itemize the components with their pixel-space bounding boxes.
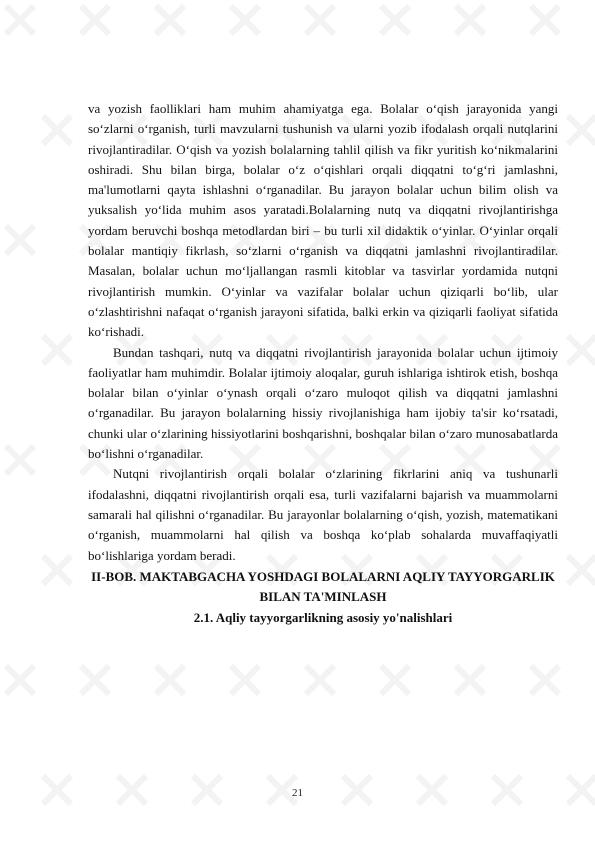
watermark-mark <box>456 666 484 694</box>
watermark-mark <box>156 6 184 34</box>
watermark-mark <box>6 6 34 34</box>
watermark-mark <box>381 666 409 694</box>
watermark-mark <box>568 116 595 144</box>
watermark-mark <box>43 556 71 584</box>
page-number: 21 <box>292 787 303 799</box>
body-paragraph-1: va yozish faolliklari ham muhim ahamiyatga ega. Bolalar o‘qish jarayonida yangi so‘zlarni o‘rganish, turli mavzularni tushunish va ularni yozib ifodalash orqali nutqlarini rivojlantiradilar. O‘qish va yozish bolalarning tahlil qilish va fikr yuritish ko‘nikmalarini oshiradi. Shu bilan birga, bolalar o‘z o‘qishlari orqali diqqatni to‘g‘ri jamlashni, ma'lumotlarni qayta ishlashni o‘rganadilar. Bu jarayon bolalar uchun bilim olish va yuksalish yo‘lida muhim asos yaratadi.Bolalarning nutq va diqqatni rivojlantirishga yordam beruvchi boshqa metodlardan biri – bu turli xil didaktik o‘yinlar. O‘yinlar orqali bolalar mantiqiy fikrlash, so‘zlarni o‘rganish va diqqatni jamlashni rivojlantiradilar. Masalan, bolalar uchun mo‘ljallangan rasmli kitoblar va tasvirlar yordamida nutqni rivojlantirish mumkin. O‘yinlar va vazifalar bolalar uchun qiziqarli bo‘lib, ular o‘zlashtirishni nafaqat o‘rganish jarayoni sifatida, balki erkin va qiziqarli faoliyat sifatida ko‘rishadi. <box>88 101 558 340</box>
watermark-mark <box>6 666 34 694</box>
watermark-mark <box>81 6 109 34</box>
watermark-mark <box>6 226 34 254</box>
watermark-mark <box>531 666 559 694</box>
watermark-mark <box>156 666 184 694</box>
body-paragraph-2: Bundan tashqari, nutq va diqqatni rivojlantirish jarayonida bolalar uchun ijtimoiy faoliyatlar ham muhimdir. Bolalar ijtimoiy aloqalar, guruh ishlariga ishtirok etish, boshqa bolalar bilan o‘yinlar o‘ynash orqali o‘zaro muloqot qilish va diqqatni jamlashni o‘rganadilar. Bu jarayon bolalarning hissiy rivojlanishiga ham ijobiy ta'sir ko‘rsatadi, chunki ular o‘zlarining hissiyotlarini boshqarishni, boshqalar bilan o‘zaro munosabatlarda bo‘lishni o‘rganadilar. <box>88 344 558 462</box>
chapter-heading: II-BOB. MAKTABGACHA YOSHDAGI BOLALARNI AQLIY TAYYORGARLIK BILAN TA'MINLASH <box>91 568 555 605</box>
watermark-mark <box>231 666 259 694</box>
watermark-mark <box>43 116 71 144</box>
watermark-mark <box>568 556 595 584</box>
watermark-mark <box>231 6 259 34</box>
watermark-mark <box>81 666 109 694</box>
page-content <box>88 99 558 629</box>
watermark-mark <box>43 336 71 364</box>
watermark-mark <box>381 6 409 34</box>
watermark-mark <box>568 336 595 364</box>
body-paragraph-3: Nutqni rivojlantirish orqali bolalar o‘zlarining fikrlarini aniq va tushunarli ifodalashni, diqqatni rivojlantirish orqali esa, turli vazifalarni bajarish va muammolarni samarali hal qilishni o‘rganadilar. Bu jarayonlar bolalarning o‘qish, yozish, matematikani o‘rganish, muammolarni hal qilish va boshqa ko‘plab sohalarda muvaffaqiyatli bo‘lishlariga yordam beradi. <box>88 466 558 563</box>
watermark-mark <box>306 6 334 34</box>
watermark-mark <box>6 446 34 474</box>
watermark-mark <box>531 6 559 34</box>
section-heading: 2.1. Aqliy tayyorgarlikning asosiy yo'nalishlari <box>193 610 453 626</box>
watermark-mark <box>456 6 484 34</box>
watermark-mark <box>306 666 334 694</box>
